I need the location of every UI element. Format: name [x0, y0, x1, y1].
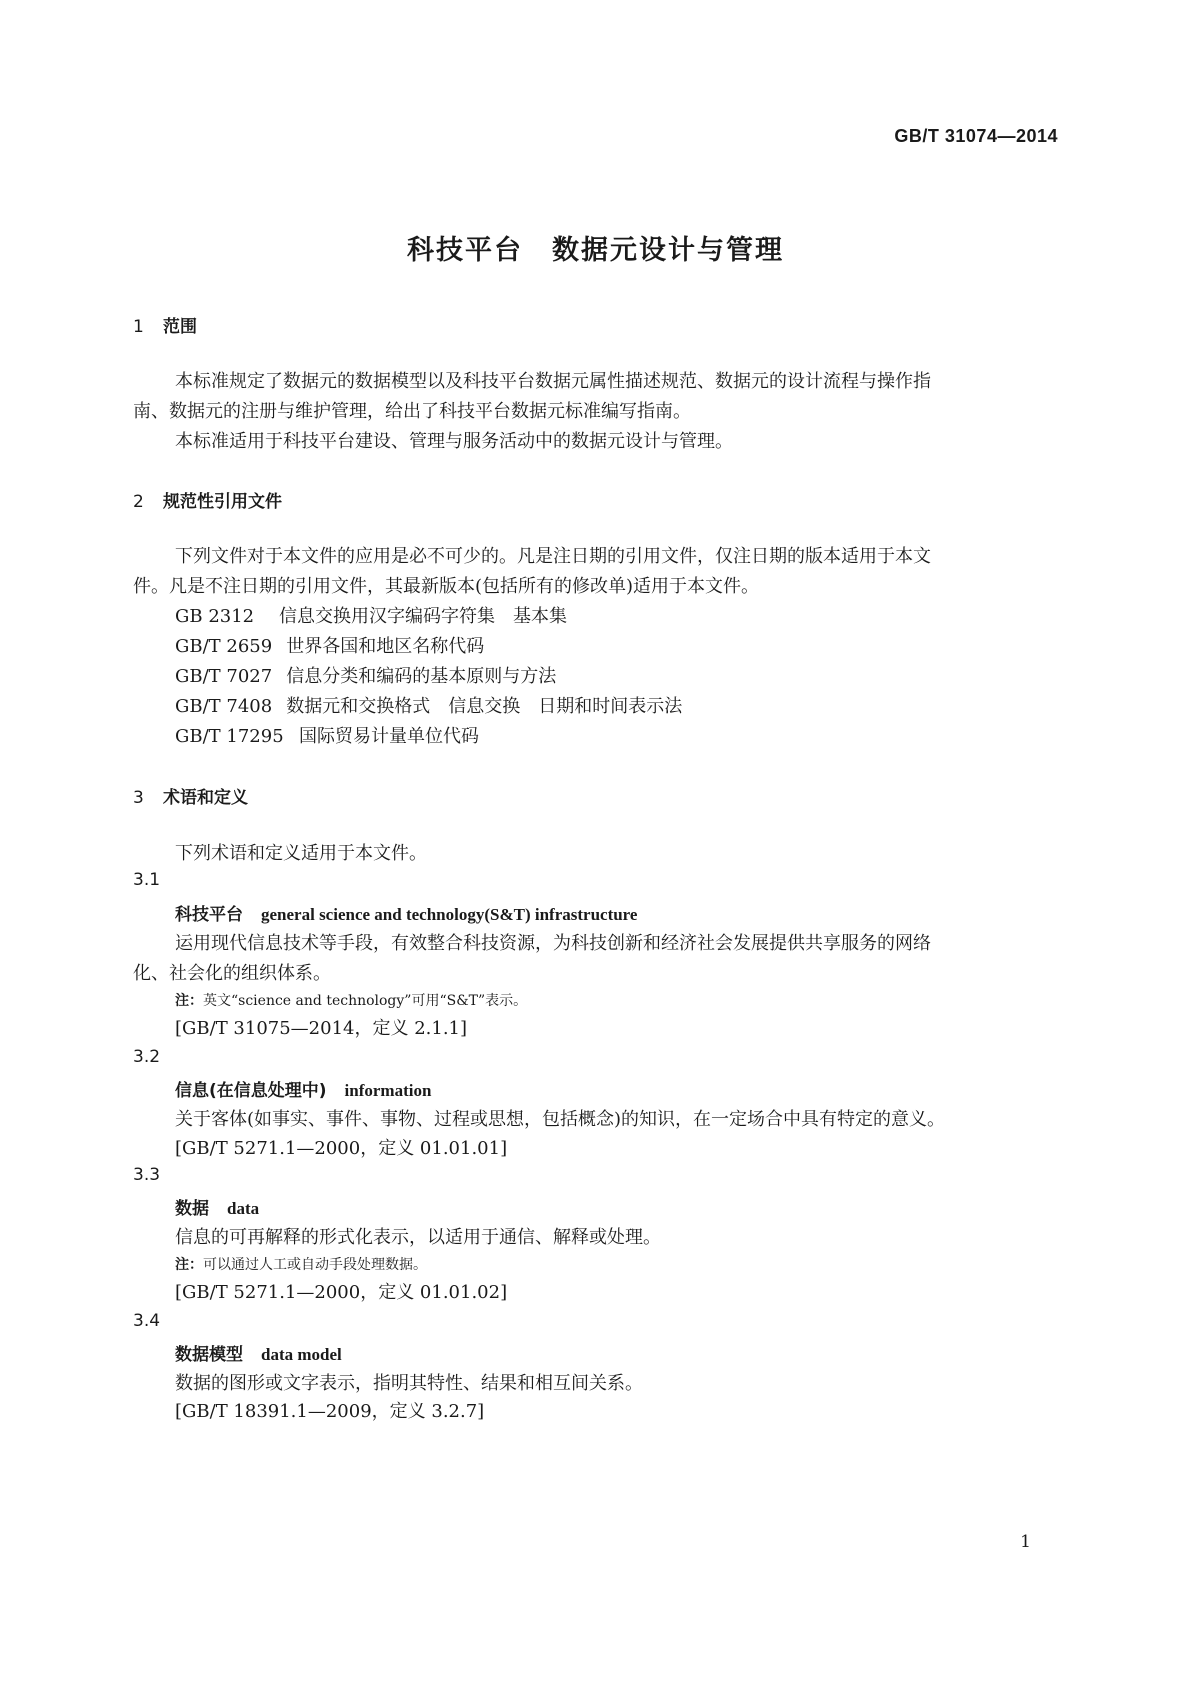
term-number: 3.2 [133, 1047, 161, 1067]
section-title: 规范性引用文件 [163, 492, 282, 512]
scope-paragraph-1-line-1: 本标准规定了数据元的数据模型以及科技平台数据元属性描述规范、数据元的设计流程与操作指 [175, 371, 931, 392]
term-zh: 数据 [175, 1199, 209, 1219]
reference-title: 数据元和交换格式 信息交换 日期和时间表示法 [286, 696, 683, 717]
term-definition-line-1: 数据的图形或文字表示，指明其特性、结果和相互间关系。 [175, 1373, 643, 1394]
term-number: 3.1 [133, 870, 161, 890]
term-definition-line-2: 化、社会化的组织体系。 [133, 963, 331, 984]
normative-intro-line-2: 件。凡是不注日期的引用文件，其最新版本(包括所有的修改单)适用于本文件。 [133, 576, 760, 597]
reference-code: GB/T 7408 [175, 696, 273, 717]
section-number: 2 [133, 492, 144, 512]
section-number: 3 [133, 788, 144, 808]
term-source: [GB/T 5271.1—2000，定义 01.01.02] [175, 1282, 508, 1303]
term-number: 3.3 [133, 1165, 161, 1185]
section-title: 范围 [163, 317, 197, 337]
reference-item [175, 691, 682, 722]
term-zh: 数据模型 [175, 1345, 243, 1365]
reference-title: 信息交换用汉字编码字符集 基本集 [279, 606, 567, 627]
note-text: 英文“science and technology”可用“S&T”表示。 [203, 993, 528, 1009]
term-source: [GB/T 5271.1—2000，定义 01.01.01] [175, 1138, 508, 1159]
standard-code: GB/T 31074—2014 [894, 126, 1058, 146]
reference-code: GB/T 7027 [175, 666, 273, 687]
term-number: 3.4 [133, 1311, 161, 1331]
reference-title: 信息分类和编码的基本原则与方法 [286, 666, 557, 687]
term-definition-line-1: 信息的可再解释的形式化表示，以适用于通信、解释或处理。 [175, 1227, 661, 1248]
note-text: 可以通过人工或自动手段处理数据。 [203, 1257, 427, 1273]
term-heading [175, 1194, 259, 1219]
reference-code: GB/T 17295 [175, 726, 284, 747]
term-zh: 科技平台 [175, 905, 243, 925]
scope-paragraph-1-line-2: 南、数据元的注册与维护管理，给出了科技平台数据元标准编写指南。 [133, 401, 691, 422]
term-en: data model [261, 1345, 342, 1364]
reference-code: GB 2312 [175, 606, 255, 627]
term-definition-line-1: 关于客体(如事实、事件、事物、过程或思想，包括概念)的知识，在一定场合中具有特定的意义。 [175, 1109, 946, 1130]
reference-title: 世界各国和地区名称代码 [286, 636, 485, 657]
term-heading [175, 1076, 431, 1101]
note-label: 注： [175, 1257, 203, 1273]
page-number: 1 [1020, 1532, 1031, 1552]
term-definition-line-1: 运用现代信息技术等手段，有效整合科技资源，为科技创新和经济社会发展提供共享服务的网络 [175, 933, 931, 954]
terms-intro: 下列术语和定义适用于本文件。 [175, 843, 427, 864]
reference-item [175, 601, 567, 632]
term-en: information [344, 1081, 432, 1100]
section-heading-normative-references [133, 487, 282, 512]
reference-title: 国际贸易计量单位代码 [299, 726, 479, 747]
term-zh: 信息(在信息处理中) [175, 1081, 327, 1101]
term-note [175, 990, 527, 1010]
document-title: 科技平台 数据元设计与管理 [407, 235, 784, 266]
reference-code: GB/T 2659 [175, 636, 273, 657]
section-heading-scope [133, 312, 197, 337]
term-note [175, 1254, 427, 1274]
term-heading [175, 900, 637, 925]
section-title: 术语和定义 [163, 788, 248, 808]
section-heading-terms-definitions [133, 783, 248, 808]
note-label: 注： [175, 993, 203, 1009]
normative-intro-line-1: 下列文件对于本文件的应用是必不可少的。凡是注日期的引用文件，仅注日期的版本适用于本文 [175, 546, 931, 567]
scope-paragraph-2: 本标准适用于科技平台建设、管理与服务活动中的数据元设计与管理。 [175, 431, 733, 452]
reference-item [175, 631, 484, 662]
term-en: general science and technology(S&T) infrastructure [261, 905, 638, 924]
reference-item [175, 661, 556, 692]
term-source: [GB/T 31075—2014，定义 2.1.1] [175, 1018, 468, 1039]
term-source: [GB/T 18391.1—2009，定义 3.2.7] [175, 1401, 485, 1422]
term-en: data [227, 1199, 260, 1218]
reference-item [175, 721, 479, 752]
section-number: 1 [133, 317, 144, 337]
term-heading [175, 1340, 342, 1365]
